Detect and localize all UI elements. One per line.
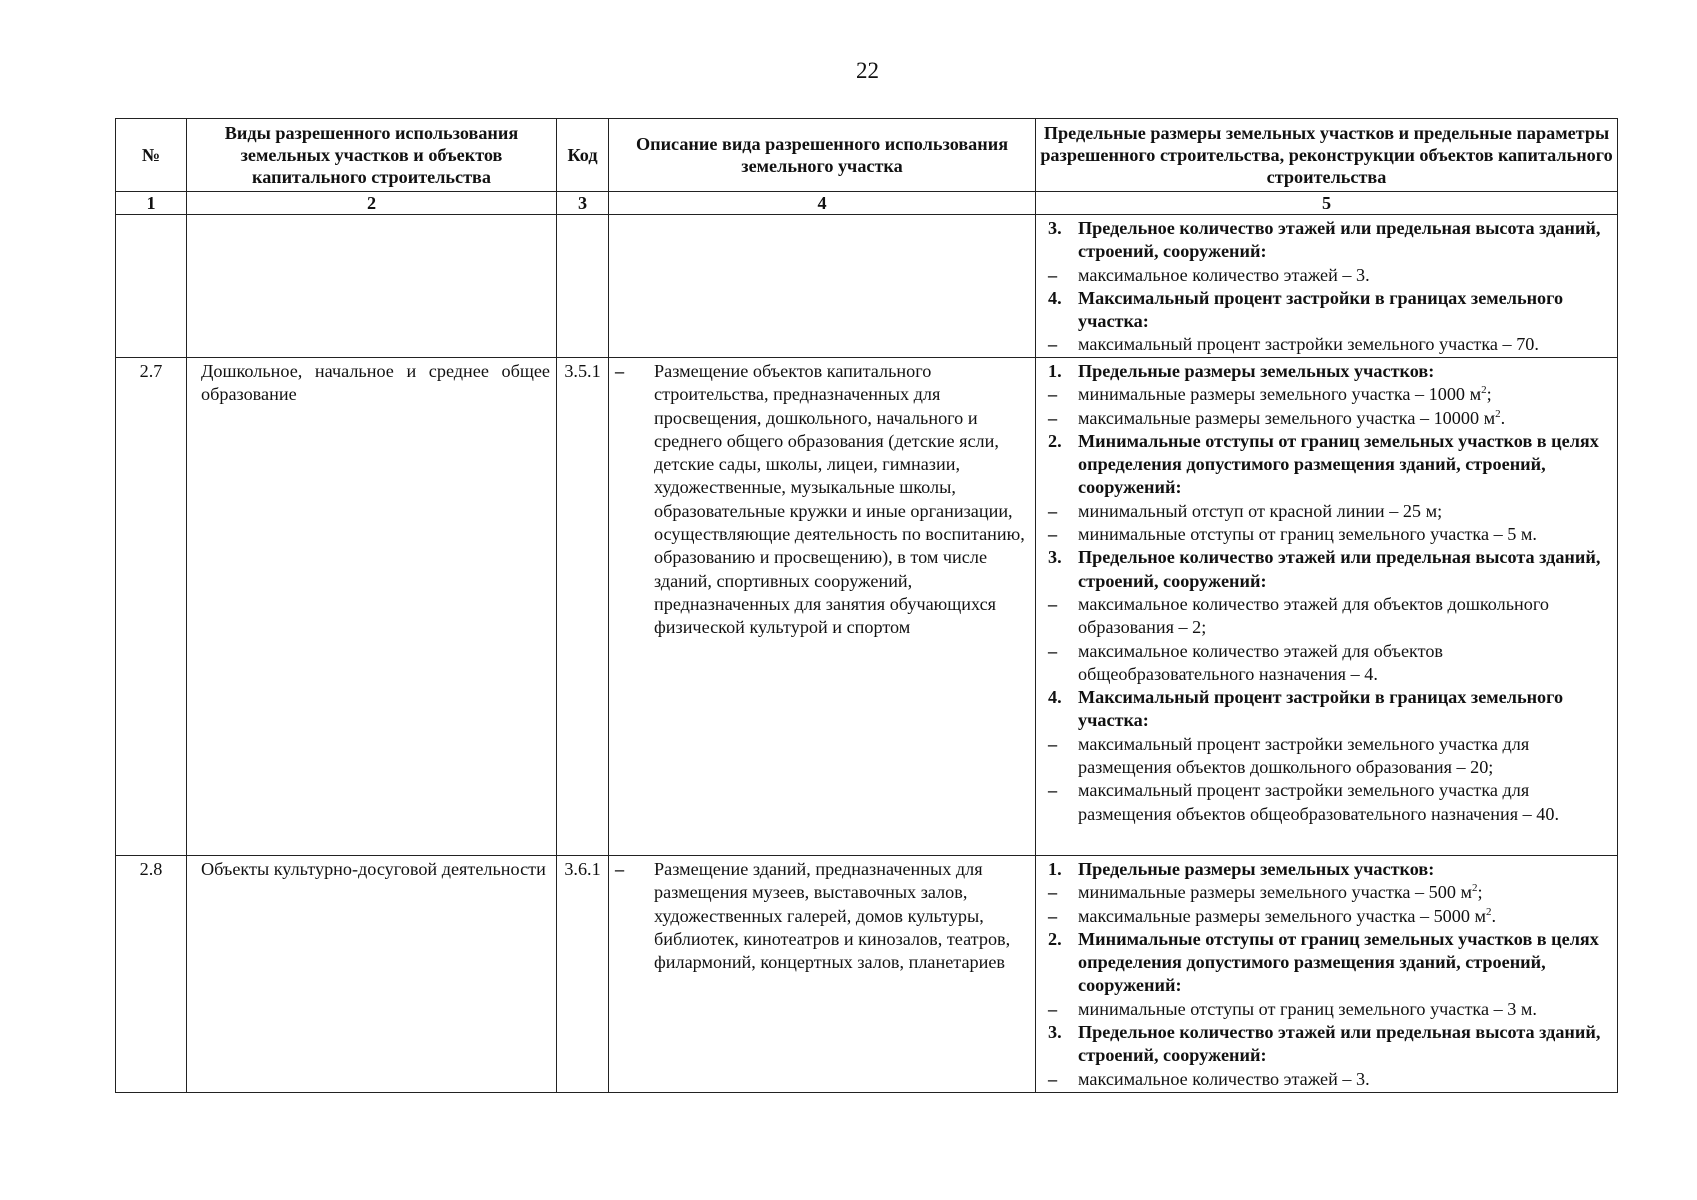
- item-marker: –: [1048, 524, 1058, 545]
- item-tail: ;: [1486, 384, 1492, 405]
- item-text: Минимальные отступы от границ земельных участков в целях определения допустимого размещения зданий, строений, сооружений:: [1078, 430, 1599, 498]
- parameter-heading: [1048, 430, 1613, 500]
- parameter-heading: [1048, 360, 1613, 383]
- item-body: [1078, 928, 1613, 998]
- parameter-heading: [1048, 928, 1613, 998]
- item-text: минимальный отступ от красной линии – 25 м;: [1078, 500, 1443, 521]
- item-text: максимальный процент застройки земельного участка – 70.: [1078, 334, 1539, 355]
- item-body: [1078, 998, 1537, 1021]
- item-marker: –: [1048, 384, 1058, 405]
- item-marker: 2.: [1048, 430, 1062, 451]
- item-text: минимальные отступы от границ земельного участка – 5 м.: [1078, 524, 1537, 545]
- item-marker: 3.: [1048, 547, 1062, 568]
- item-body: [1078, 407, 1505, 430]
- use-type-code-text: 3.5.1: [564, 361, 601, 381]
- use-type-name: [187, 856, 557, 1093]
- dash-marker: –: [615, 361, 625, 381]
- item-body: [1078, 905, 1496, 928]
- item-marker: –: [1048, 780, 1058, 801]
- item-text: Максимальный процент застройки в границах земельного участка:: [1078, 687, 1564, 731]
- item-body: [1078, 264, 1370, 287]
- parameter-heading: [1048, 686, 1613, 733]
- item-text: максимальный процент застройки земельного участка для размещения объектов дошкольного образования – 20;: [1078, 733, 1530, 778]
- table-row: [116, 856, 1618, 1093]
- parameter-item: [1048, 779, 1613, 826]
- item-body: [1078, 500, 1442, 523]
- item-text: Предельные размеры земельных участков:: [1078, 361, 1435, 381]
- use-type-description: [609, 215, 1036, 358]
- table-row: [116, 358, 1618, 856]
- column-number: 1: [116, 192, 187, 215]
- superscript: 2: [1471, 882, 1478, 895]
- item-text: минимальные размеры земельного участка – 500 м: [1078, 882, 1472, 903]
- parameter-item: [1048, 407, 1613, 430]
- item-marker: 4.: [1048, 287, 1062, 308]
- item-text: минимальные размеры земельного участка – 1000 м: [1078, 384, 1482, 405]
- column-number: 4: [609, 192, 1036, 215]
- item-body: [1078, 360, 1434, 383]
- use-type-code: [557, 856, 609, 1093]
- item-text: максимальные размеры земельного участка – 10000 м: [1078, 407, 1496, 428]
- item-body: [1078, 1068, 1370, 1091]
- item-body: [1078, 858, 1434, 881]
- item-tail: ;: [1477, 882, 1483, 903]
- item-text: Предельные размеры земельных участков:: [1078, 859, 1435, 879]
- item-body: [1078, 881, 1483, 904]
- use-type-name: [187, 358, 557, 856]
- item-marker: –: [1048, 1068, 1058, 1089]
- row-number-text: 2.7: [139, 361, 163, 381]
- parameters-cell: [1036, 856, 1618, 1093]
- item-marker: 2.: [1048, 928, 1062, 949]
- item-marker: –: [1048, 998, 1058, 1019]
- column-number: 5: [1036, 192, 1618, 215]
- header-code: Код: [557, 119, 609, 192]
- item-text: Максимальный процент застройки в границах земельного участка:: [1078, 287, 1564, 332]
- parameter-heading: [1048, 546, 1613, 593]
- item-text: Предельное количество этажей или предельная высота зданий, строений, сооружений:: [1078, 218, 1601, 262]
- item-body: [1078, 217, 1613, 264]
- item-body: [1078, 546, 1613, 593]
- item-marker: 4.: [1048, 687, 1062, 708]
- column-numbers-row: [116, 192, 1618, 215]
- description-text: Размещение объектов капитального строительства, предназначенных для просвещения, дошкольного, начального и среднего общего образования (детские ясли, детские сады, школы, лицеи, гимназии, художественные, музыкальные школы, образовательные кружки и иные организации, осуществляющие деятельность по воспитанию, образованию и просвещению), в том числе зданий, спортивных сооружений, предназначенных для занятия обучающихся физической культурой и спортом: [654, 361, 1025, 638]
- description-item: [615, 360, 1029, 640]
- item-body: [1078, 1021, 1613, 1068]
- parameter-heading: [1048, 858, 1613, 881]
- use-type-name-text: Дошкольное, начальное и среднее общее образование: [201, 361, 550, 405]
- parameter-item: [1048, 593, 1613, 640]
- row-number-text: 2.8: [139, 859, 163, 879]
- description-item: [615, 858, 1029, 974]
- item-marker: –: [1048, 882, 1058, 903]
- parameter-item: [1048, 333, 1613, 356]
- table-header-row: [116, 119, 1618, 192]
- item-marker: –: [1048, 640, 1058, 661]
- parameter-item: [1048, 383, 1613, 406]
- item-text: максимальное количество этажей – 3.: [1078, 1068, 1370, 1089]
- item-marker: –: [1048, 500, 1058, 521]
- parameter-item: [1048, 640, 1613, 687]
- description-text: Размещение зданий, предназначенных для размещения музеев, выставочных залов, художественных галерей, домов культуры, библиотек, кинотеатров и кинозалов, театров, филармоний, концертных залов, планетариев: [654, 859, 1011, 973]
- parameters-cell: [1036, 358, 1618, 856]
- superscript: 2: [1486, 905, 1492, 918]
- parameter-item: [1048, 998, 1613, 1021]
- item-text: максимальные размеры земельного участка – 5000 м: [1078, 905, 1487, 926]
- item-marker: –: [1048, 593, 1058, 614]
- column-number: 3: [557, 192, 609, 215]
- regulations-table: [115, 118, 1618, 1093]
- item-marker: 1.: [1048, 859, 1062, 879]
- parameter-item: [1048, 523, 1613, 546]
- item-body: [1078, 383, 1492, 406]
- superscript: 2: [1495, 407, 1501, 420]
- item-marker: –: [1048, 407, 1058, 428]
- parameter-item: [1048, 264, 1613, 287]
- item-body: [1078, 640, 1613, 687]
- item-text: минимальные отступы от границ земельного участка – 3 м.: [1078, 998, 1537, 1019]
- use-type-code: [557, 215, 609, 358]
- item-marker: –: [1048, 334, 1058, 355]
- item-text: максимальный процент застройки земельного участка для размещения объектов общеобразовательного назначения – 40.: [1078, 780, 1559, 824]
- item-text: максимальное количество этажей для объектов общеобразовательного назначения – 4.: [1078, 640, 1444, 684]
- parameters-cell: [1036, 215, 1618, 358]
- row-number: [116, 215, 187, 358]
- use-type-code: [557, 358, 609, 856]
- table-row: [116, 215, 1618, 358]
- dash-marker: –: [615, 859, 625, 879]
- item-body: [1078, 686, 1613, 733]
- table-body: [116, 215, 1618, 1093]
- use-type-code-text: 3.6.1: [564, 859, 601, 879]
- item-body: [1078, 593, 1613, 640]
- item-text: Предельное количество этажей или предельная высота зданий, строений, сооружений:: [1078, 547, 1601, 591]
- item-body: [1078, 733, 1613, 780]
- parameter-heading: [1048, 287, 1613, 334]
- parameter-heading: [1048, 1021, 1613, 1068]
- parameter-item: [1048, 881, 1613, 904]
- item-tail: .: [1491, 905, 1497, 926]
- item-text: максимальное количество этажей для объектов дошкольного образования – 2;: [1078, 593, 1549, 638]
- header-description: Описание вида разрешенного использования земельного участка: [609, 119, 1036, 192]
- use-type-name-text: Объекты культурно-досуговой деятельности: [201, 859, 546, 879]
- item-marker: 3.: [1048, 218, 1062, 238]
- item-body: [1078, 779, 1613, 826]
- superscript: 2: [1481, 384, 1487, 397]
- header-use-types: Виды разрешенного использования земельных участков и объектов капитального строительства: [187, 119, 557, 192]
- item-marker: –: [1048, 905, 1058, 926]
- item-text: максимальное количество этажей – 3.: [1078, 264, 1370, 285]
- item-text: Минимальные отступы от границ земельных участков в целях определения допустимого размещения зданий, строений, сооружений:: [1078, 928, 1599, 996]
- item-marker: 1.: [1048, 361, 1062, 381]
- header-number: №: [116, 119, 187, 192]
- parameter-heading: [1048, 217, 1613, 264]
- item-marker: 3.: [1048, 1022, 1062, 1043]
- item-body: [1078, 287, 1613, 334]
- parameter-item: [1048, 1068, 1613, 1091]
- item-marker: –: [1048, 264, 1058, 285]
- item-tail: .: [1500, 407, 1506, 428]
- column-number: 2: [187, 192, 557, 215]
- use-type-description: [609, 358, 1036, 856]
- use-type-description: [609, 856, 1036, 1093]
- header-parameters: Предельные размеры земельных участков и предельные параметры разрешенного строительства, реконструкции объектов капитального строительства: [1036, 119, 1618, 192]
- item-body: [1078, 333, 1539, 356]
- use-type-name: [187, 215, 557, 358]
- parameter-item: [1048, 733, 1613, 780]
- item-marker: –: [1048, 733, 1058, 754]
- item-body: [1078, 523, 1537, 546]
- page-number: 22: [856, 58, 879, 83]
- row-number: [116, 358, 187, 856]
- item-text: Предельное количество этажей или предельная высота зданий, строений, сооружений:: [1078, 1022, 1601, 1066]
- item-body: [1078, 430, 1613, 500]
- parameter-item: [1048, 905, 1613, 928]
- parameter-item: [1048, 500, 1613, 523]
- row-number: [116, 856, 187, 1093]
